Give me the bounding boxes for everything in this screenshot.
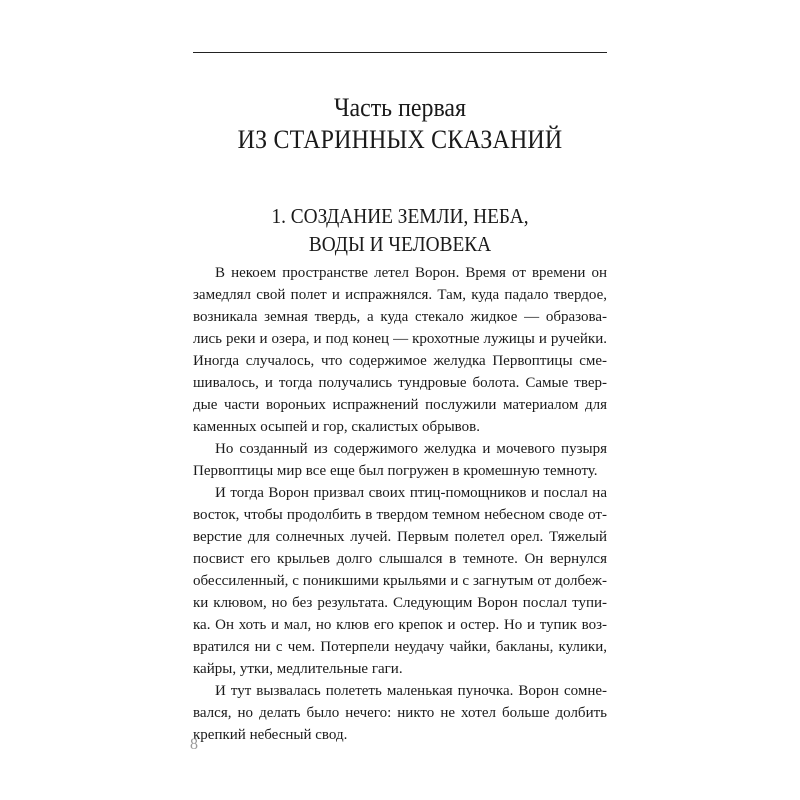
text-line: ки клювом, но без результата. Следующим Ворон послал тупи- (193, 595, 607, 611)
text-line: кайры, утки, медлительные гаги. (193, 661, 403, 677)
text-line: посвист его крыльев долго слышался в темноте. Он вернулся (193, 551, 607, 567)
text-line: каменных осыпей и гор, скалистых обрывов. (193, 419, 480, 435)
text-line: И тут вызвалась полететь маленькая пуночка. Ворон сомне- (215, 683, 607, 699)
body-text (193, 262, 607, 746)
text-line: дые части вороньих испражнений послужили материалом для (193, 397, 607, 413)
text-line: верстие для солнечных лучей. Первым полетел орел. Тяжелый (193, 529, 607, 545)
chapter-heading (193, 202, 607, 258)
part-title: ИЗ СТАРИННЫХ СКАЗАНИЙ (237, 125, 563, 154)
text-line: крепкий небесный свод. (193, 727, 348, 743)
text-line: восток, чтобы продолбить в твердом темном небесном своде от- (193, 507, 607, 523)
text-line: лись реки и озера, и под конец — крохотные лужицы и ручейки. (193, 331, 607, 347)
text-line: обессиленный, с поникшими крыльями и с загнутым от долбеж- (193, 573, 607, 589)
text-line: вался, но делать было нечего: никто не хотел больше долбить (193, 705, 607, 721)
chapter-title-line-2: ВОДЫ И ЧЕЛОВЕКА (308, 232, 492, 256)
text-line: ка. Он хоть и мал, но клюв его крепок и остер. Но и тупик воз- (193, 617, 607, 633)
page-number: 8 (190, 736, 198, 753)
text-line: Иногда случалось, что содержимое желудка Первоптицы сме- (193, 353, 607, 369)
part-heading (193, 92, 607, 156)
text-line: И тогда Ворон призвал своих птиц-помощников и послал на (215, 485, 607, 501)
part-label: Часть первая (333, 93, 467, 122)
paragraph (193, 438, 607, 482)
chapter-title-line-1: 1. СОЗДАНИЕ ЗЕМЛИ, НЕБА, (271, 204, 529, 228)
text-line: вратился ни с чем. Потерпели неудачу чайки, бакланы, кулики, (193, 639, 607, 655)
text-line: В некоем пространстве летел Ворон. Время от времени он (215, 265, 607, 281)
text-line: шивалось, и тогда получались тундровые болота. Самые твер- (193, 375, 607, 391)
paragraph (193, 482, 607, 680)
paragraph (193, 262, 607, 438)
top-rule (193, 52, 607, 53)
text-line: возникала земная твердь, а куда стекало жидкое — образова- (193, 309, 607, 325)
text-line: замедлял свой полет и испражнялся. Там, куда падало твердое, (193, 287, 607, 303)
text-line: Первоптицы мир все еще был погружен в кромешную темноту. (193, 463, 598, 479)
text-line: Но созданный из содержимого желудка и мочевого пузыря (215, 441, 607, 457)
paragraph (193, 680, 607, 746)
